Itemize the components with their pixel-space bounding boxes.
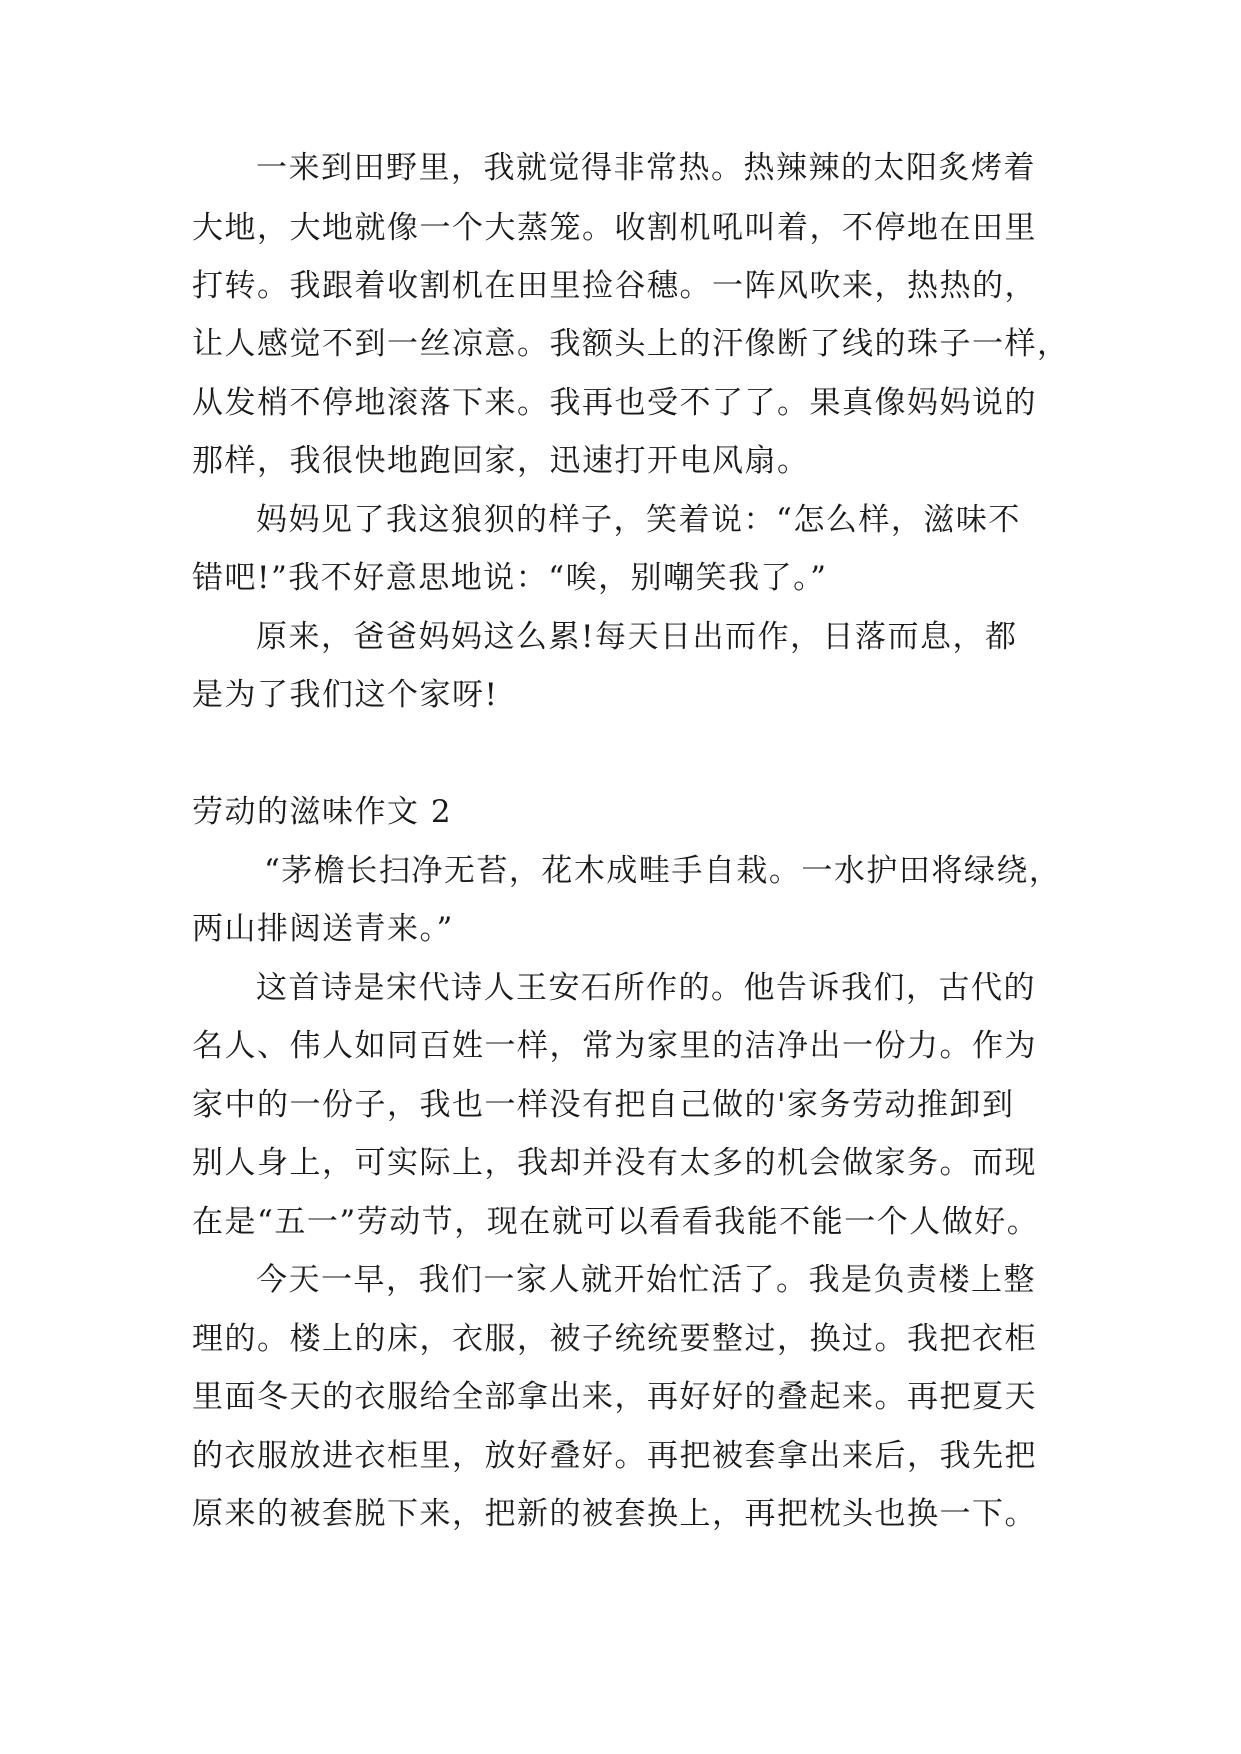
section-heading: 劳动的滋味作文 2: [192, 794, 453, 830]
paragraph-line: 原来，爸爸妈妈这么累!每天日出而作，日落而息，都: [256, 619, 1018, 655]
paragraph-line: 里面冬天的衣服给全部拿出来，再好好的叠起来。再把夏天: [192, 1379, 1037, 1415]
paragraph-line: 从发梢不停地滚落下来。我再也受不了了。果真像妈妈说的: [192, 385, 1037, 421]
paragraph-line: 理的。楼上的床，衣服，被子统统要整过，换过。我把衣柜: [192, 1321, 1037, 1357]
paragraph-line: 一来到田野里，我就觉得非常热。热辣辣的太阳炙烤着: [256, 150, 1036, 186]
paragraph-line: 今天一早，我们一家人就开始忙活了。我是负责楼上整: [256, 1262, 1036, 1298]
paragraph-line: 家中的一份子，我也一样没有把自己做的'家务劳动推卸到: [192, 1087, 1015, 1123]
paragraph-line: 这首诗是宋代诗人王安石所作的。他告诉我们，古代的: [256, 970, 1036, 1006]
poem-line: “茅檐长扫净无苔，花木成畦手自栽。一水护田将绿绕，: [264, 853, 1062, 889]
poem-line: 两山排闼送青来。”: [192, 911, 454, 947]
paragraph-line: 的衣服放进衣柜里，放好叠好。再把被套拿出来后，我先把: [192, 1438, 1037, 1474]
paragraph-line: 错吧!”我不好意思地说：“唉，别嘲笑我了。”: [192, 560, 828, 596]
paragraph-line: 大地，大地就像一个大蒸笼。收割机吼叫着，不停地在田里: [192, 210, 1037, 246]
paragraph-line: 在是“五一”劳动节，现在就可以看看我能不能一个人做好。: [192, 1204, 1040, 1240]
paragraph-line: 打转。我跟着收割机在田里捡谷穗。一阵风吹来，热热的，: [192, 268, 1037, 304]
paragraph-line: 那样，我很快地跑回家，迅速打开电风扇。: [192, 443, 810, 479]
paragraph-line: 别人身上，可实际上，我却并没有太多的机会做家务。而现: [192, 1145, 1037, 1181]
paragraph-line: 名人、伟人如同百姓一样，常为家里的洁净出一份力。作为: [192, 1028, 1037, 1064]
paragraph-line: 妈妈见了我这狼狈的样子，笑着说：“怎么样，滋味不: [256, 502, 1021, 538]
paragraph-line: 原来的被套脱下来，把新的被套换上，再把枕头也换一下。: [192, 1496, 1037, 1532]
paragraph-line: 让人感觉不到一丝凉意。我额头上的汗像断了线的珠子一样，: [192, 326, 1070, 362]
paragraph-line: 是为了我们这个家呀!: [192, 677, 499, 713]
